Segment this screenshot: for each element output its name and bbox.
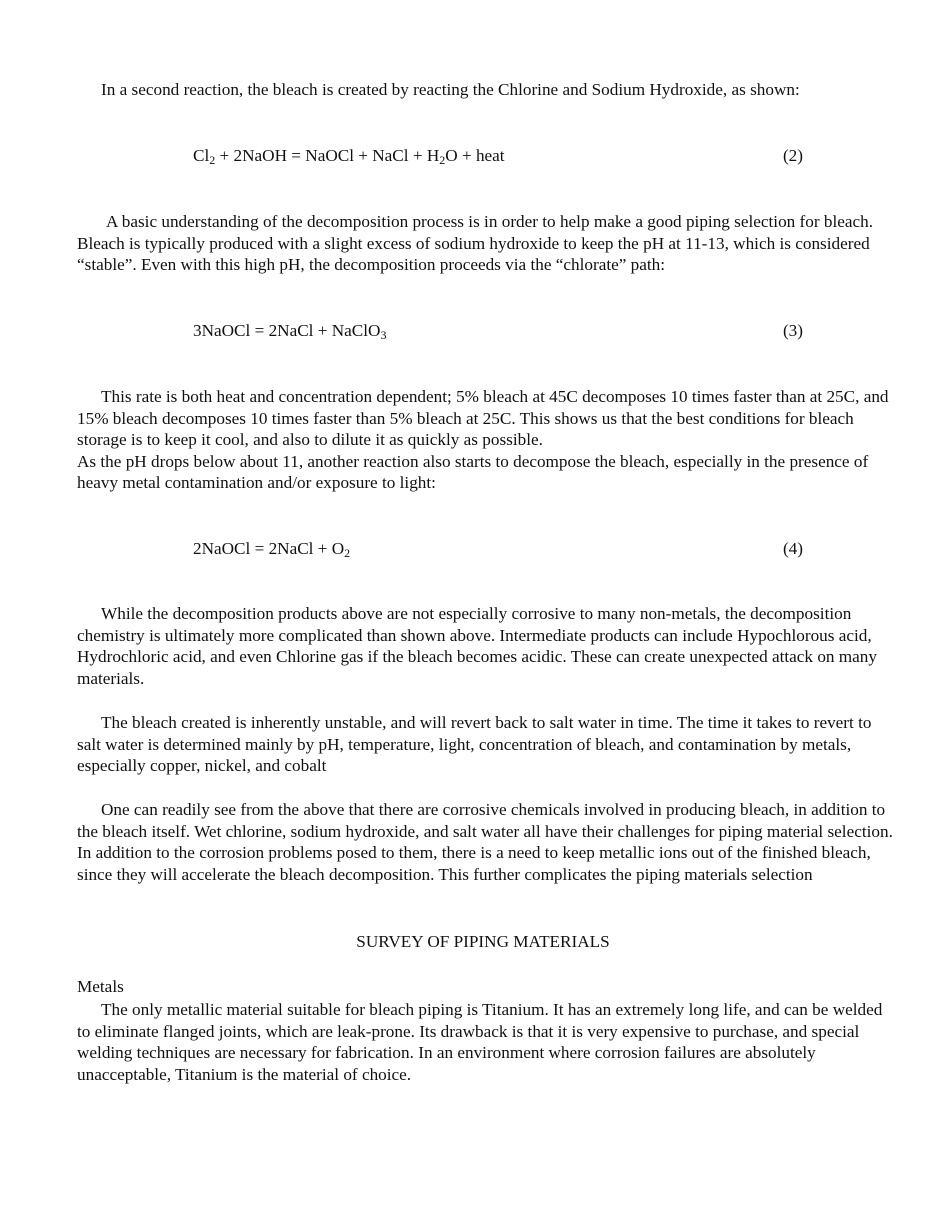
equation-2 xyxy=(193,145,803,167)
equation-4-number: (4) xyxy=(782,539,803,558)
equation-4-formula: 2NaOCl = 2NaCl + $O_2$ xyxy=(193,539,351,560)
decomposition-paragraph: A basic understanding of the decomposition process is in order to help make a good piping selection for bleach. Bleach is typically produced with a slight excess of sodium hydroxide to keep the pH at 11-13, which is considered “stable”. Even with this high pH, the decomposition proceeds via the “chlorate” path: xyxy=(77,212,874,275)
equation-2-number: (2) xyxy=(782,146,803,165)
intro-paragraph: In a second reaction, the bleach is created by reacting the Chlorine and Sodium Hydroxide, as shown: xyxy=(101,80,800,99)
metals-subheading: Metals xyxy=(77,977,124,996)
section-heading: SURVEY OF PIPING MATERIALS xyxy=(356,932,610,951)
equation-3-formula: 3NaOCl = 2NaCl + NaClO$_3$ xyxy=(193,321,387,342)
products-paragraph: While the decomposition products above are not especially corrosive to many non-metals, the decomposition chemistry is ultimately more complicated than shown above. Intermediate products can include Hypochlorous acid, Hydrochloric acid, and even Chlorine gas if the bleach becomes acidic. These can create unexpected attack on many materials. xyxy=(77,604,877,688)
equation-2-formula: $Cl_2$ + 2NaOH = NaOCl + NaCl + $H_2O$ + heat xyxy=(193,146,505,167)
equation-4 xyxy=(193,538,803,560)
equation-3-number: (3) xyxy=(782,321,803,340)
titanium-paragraph: The only metallic material suitable for bleach piping is Titanium. It has an extremely long life, and can be welded to eliminate flanged joints, which are leak-prone. Its drawback is that it is very expensive to purchase, and special welding techniques are necessary for fabrication. In an environment where corrosion failures are absolutely unacceptable, Titanium is the material of choice. xyxy=(77,1000,883,1084)
equation-3 xyxy=(193,320,803,342)
instability-paragraph: The bleach created is inherently unstable, and will revert back to salt water in time. The time it takes to revert to salt water is determined mainly by pH, temperature, light, concentration of bleach, and contamination by metals, especially copper, nickel, and cobalt xyxy=(77,713,872,776)
corrosion-paragraph: One can readily see from the above that there are corrosive chemicals involved in producing bleach, in addition to the bleach itself. Wet chlorine, sodium hydroxide, and salt water all have their challenges for piping material selection. In addition to the corrosion problems posed to them, there is a need to keep metallic ions out of the finished bleach, since they will accelerate the bleach decomposition. This further complicates the piping materials selection xyxy=(77,800,893,884)
rate-paragraph: This rate is both heat and concentration dependent; 5% bleach at 45C decomposes 10 times faster than at 25C, and 15% bleach decomposes 10 times faster than 5% bleach at 25C. This shows us that the best conditions for bleach storage is to keep it cool, and also to dilute it as quickly as possible. As the pH drops below about 11, another reaction also starts to decompose the bleach, especially in the presence of heavy metal contamination and/or exposure to light: xyxy=(77,387,889,493)
